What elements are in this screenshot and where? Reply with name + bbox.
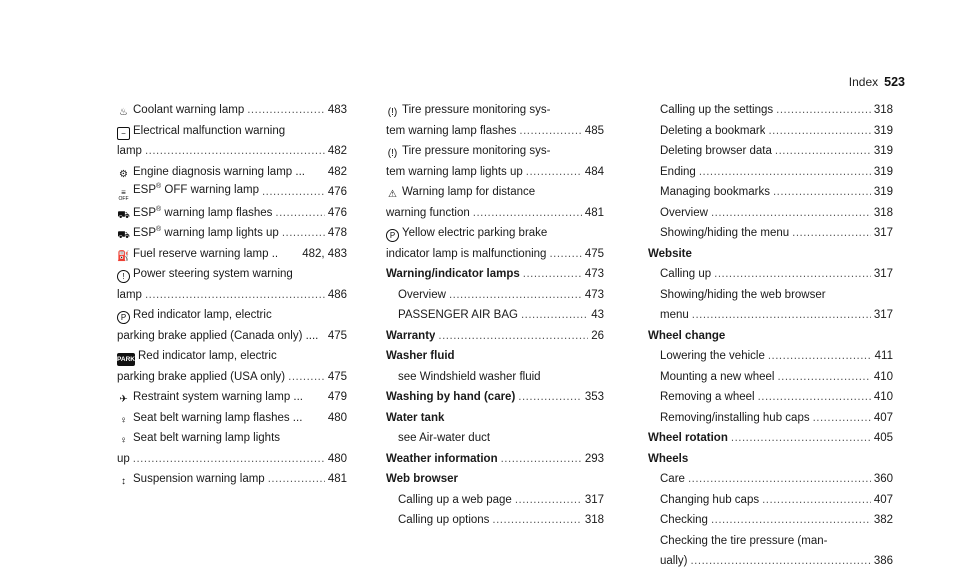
entry-label: Tire pressure monitoring sys-: [402, 145, 551, 157]
esp-off-icon: ≡ OFF: [118, 188, 129, 202]
entry-label: Electrical malfunction warning: [133, 124, 286, 137]
leader-dots: [133, 449, 325, 470]
page-number: 523: [884, 75, 905, 89]
index-entry-continued[interactable]: [117, 285, 347, 306]
index-subentry[interactable]: [648, 162, 893, 183]
index-entry-continued[interactable]: [386, 203, 604, 224]
entry-label: Suspension warning lamp: [133, 473, 265, 485]
page-ref: 317: [873, 268, 893, 280]
entry-label: PASSENGER AIR BAG: [398, 309, 518, 321]
index-subentry[interactable]: [648, 346, 893, 367]
entry-label: Care: [660, 473, 685, 485]
page-ref: 319: [873, 124, 893, 137]
registered-mark: ®: [156, 205, 162, 213]
index-heading[interactable]: [386, 264, 604, 285]
page-ref: 43: [591, 309, 604, 321]
entry-label: Ending: [660, 165, 696, 178]
index-entry-continued[interactable]: [117, 141, 347, 162]
leader-dots: [449, 285, 582, 306]
entry-label: parking brake applied (Canada only) ....: [117, 329, 319, 342]
index-entry[interactable]: [117, 264, 347, 285]
page-ref: 411: [874, 350, 893, 362]
page-ref: 407: [873, 411, 893, 424]
engine-icon: ⚙: [119, 168, 128, 180]
entry-label: Tire pressure monitoring sys-: [402, 104, 551, 116]
index-subentry[interactable]: Checking the tire pressure (man-: [660, 534, 828, 547]
page-ref: 293: [584, 452, 604, 465]
entry-label-a: ESP: [133, 206, 157, 219]
index-entry[interactable]: [386, 141, 604, 162]
page-ref: 360: [873, 473, 893, 485]
entry-label: lamp: [117, 288, 142, 301]
leader-dots: [262, 182, 325, 203]
index-subentry[interactable]: [386, 510, 604, 531]
index-entry[interactable]: [117, 223, 347, 244]
index-entry-continued[interactable]: [117, 367, 347, 388]
parking-brake-icon: P: [386, 229, 399, 242]
index-entry-continued[interactable]: [386, 244, 604, 265]
entry-label-b: warning lamp lights up: [161, 227, 279, 239]
index-subentry[interactable]: [386, 490, 604, 511]
page-ref: 479: [327, 391, 347, 403]
index-entry[interactable]: [117, 203, 347, 224]
leader-dots: [768, 346, 872, 367]
suspension-icon: ↕: [121, 476, 126, 487]
index-heading[interactable]: Wheels: [648, 452, 689, 465]
entry-label: tem warning lamp lights up: [386, 165, 523, 178]
page-ref: 353: [584, 391, 604, 403]
index-heading[interactable]: [648, 428, 893, 449]
page-ref: 410: [873, 370, 893, 383]
esp-skid-icon: ⛟: [117, 209, 130, 221]
seat-belt-icon: ♀: [119, 435, 128, 446]
index-subentry[interactable]: [648, 490, 893, 511]
heading-label: Wheel rotation: [648, 432, 728, 444]
page-ref: 473: [584, 268, 604, 280]
registered-mark: ®: [156, 226, 162, 234]
index-subentry[interactable]: [648, 203, 893, 224]
leader-dots: [523, 264, 582, 285]
index-entry-continued[interactable]: [386, 121, 604, 142]
leader-dots: [711, 203, 871, 224]
parking-brake-icon: P: [117, 311, 130, 324]
coolant-thermometer-icon: ♨: [119, 107, 128, 118]
distance-warning-icon: ⚠: [388, 189, 397, 200]
page-ref: 475: [327, 370, 347, 383]
page-ref: 319: [873, 186, 893, 198]
index-subentry[interactable]: [648, 387, 893, 408]
index-entry[interactable]: [117, 469, 347, 490]
page-ref: 481: [584, 206, 604, 219]
page-ref: 476: [327, 186, 347, 198]
leader-dots: [145, 285, 325, 306]
index-subentry-continued[interactable]: [648, 305, 893, 326]
page-ref: 476: [327, 206, 347, 219]
index-entry[interactable]: [117, 100, 347, 121]
index-subentry[interactable]: [386, 285, 604, 306]
page-ref: 475: [327, 329, 347, 342]
heading-label: Warning/indicator lamps: [386, 268, 520, 280]
leader-dots: [688, 469, 871, 490]
park-icon: PARK: [117, 353, 135, 366]
index-entry[interactable]: [117, 244, 347, 265]
leader-dots: [731, 428, 871, 449]
page-ref: 410: [873, 391, 893, 403]
leader-dots: [521, 305, 588, 326]
index-entry[interactable]: [117, 408, 347, 429]
see-reference[interactable]: see Air-water duct: [398, 432, 491, 444]
battery-icon: −: [117, 127, 130, 140]
index-heading[interactable]: Water tank: [386, 411, 445, 424]
page-ref: 473: [584, 288, 604, 301]
page-ref: 407: [873, 493, 893, 506]
page-ref: 319: [873, 165, 893, 178]
heading-label: Warranty: [386, 329, 436, 342]
entry-label: lamp: [117, 145, 142, 157]
entry-label: Removing a wheel: [660, 391, 755, 403]
index-subentry[interactable]: [648, 510, 893, 531]
entry-label: Yellow electric parking brake: [402, 227, 548, 239]
leader-dots: [813, 408, 871, 429]
index-entry[interactable]: [386, 100, 604, 121]
index-entry[interactable]: [117, 346, 347, 367]
index-column-1: [117, 100, 347, 490]
entry-label: Seat belt warning lamp lights: [133, 432, 281, 444]
index-subentry[interactable]: [648, 264, 893, 285]
page-ref: 483: [327, 104, 347, 116]
index-entry[interactable]: [386, 182, 604, 203]
see-reference[interactable]: see Windshield washer fluid: [398, 370, 541, 383]
page-ref: 405: [873, 432, 893, 444]
index-column-3: [648, 100, 893, 572]
leader-dots: [549, 244, 581, 265]
index-heading[interactable]: Washer fluid: [386, 350, 455, 362]
index-subentry[interactable]: [648, 182, 893, 203]
index-entry[interactable]: [117, 182, 347, 203]
entry-label: Engine diagnosis warning lamp ...: [133, 165, 305, 178]
leader-dots: [692, 305, 871, 326]
entry-label: Lowering the vehicle: [660, 350, 765, 362]
index-subentry[interactable]: [648, 408, 893, 429]
entry-label: Fuel reserve warning lamp ..: [133, 247, 279, 260]
entry-label: Showing/hiding the menu: [660, 227, 790, 239]
entry-label: Checking: [660, 514, 708, 526]
page-ref: 318: [584, 514, 604, 526]
leader-dots: [714, 264, 871, 285]
entry-label: indicator lamp is malfunctioning: [386, 247, 547, 260]
page-header: [849, 75, 905, 89]
page-ref: 317: [584, 493, 604, 506]
leader-dots: [515, 490, 582, 511]
index-subentry[interactable]: [386, 305, 604, 326]
index-subentry[interactable]: Showing/hiding the web browser: [660, 288, 826, 301]
index-heading[interactable]: Web browser: [386, 473, 458, 485]
entry-label-a: ESP: [133, 227, 157, 239]
leader-dots: [438, 326, 588, 347]
leader-dots: [526, 162, 582, 183]
index-subentry[interactable]: [648, 141, 893, 162]
entry-label: Coolant warning lamp: [133, 104, 245, 116]
page-ref: 484: [584, 165, 604, 178]
index-heading[interactable]: [386, 326, 604, 347]
entry-label: Changing hub caps: [660, 493, 760, 506]
index-subentry[interactable]: [648, 469, 893, 490]
entry-label: Calling up: [660, 268, 712, 280]
entry-label: Overview: [398, 288, 446, 301]
header-label: Index: [848, 75, 879, 89]
index-entry-continued[interactable]: [117, 449, 347, 470]
page-ref: 482: [327, 145, 347, 157]
page-ref: 319: [873, 145, 893, 157]
page-ref: 482: [327, 165, 347, 178]
index-column-2: [386, 100, 604, 531]
entry-label: Warning lamp for distance: [402, 186, 536, 198]
entry-label: Red indicator lamp, electric: [133, 309, 272, 321]
page-ref: 478: [327, 227, 347, 239]
page-ref: 317: [873, 227, 893, 239]
leader-dots: [501, 449, 582, 470]
entry-label: Deleting a bookmark: [660, 124, 766, 137]
leader-dots: [492, 510, 581, 531]
heading-label: Weather information: [386, 452, 498, 465]
entry-label-b: OFF warning lamp: [161, 184, 259, 196]
heading-label: Washing by hand (care): [386, 391, 516, 403]
leader-dots: [473, 203, 582, 224]
leader-dots: [762, 490, 871, 511]
leader-dots: [275, 203, 324, 224]
index-entry[interactable]: [117, 387, 347, 408]
entry-label: parking brake applied (USA only): [117, 370, 286, 383]
page-ref: 480: [327, 452, 347, 465]
entry-label: Restraint system warning lamp ...: [133, 391, 304, 403]
page-ref: 486: [327, 288, 347, 301]
page-ref: 475: [584, 247, 604, 260]
leader-dots: [768, 121, 870, 142]
entry-label: Power steering system warning: [133, 268, 293, 280]
leader-dots: [282, 223, 325, 244]
entry-label: Managing bookmarks: [660, 186, 770, 198]
index-subentry[interactable]: [648, 367, 893, 388]
page-ref: 318: [873, 206, 893, 219]
index-entry[interactable]: [386, 223, 604, 244]
index-entry-continued[interactable]: [117, 326, 347, 347]
index-entry[interactable]: [117, 121, 347, 142]
entry-label: ually): [660, 555, 688, 567]
leader-dots: [288, 367, 325, 388]
entry-label-b: warning lamp flashes: [161, 206, 273, 219]
page-ref: 382: [873, 514, 893, 526]
entry-label: up: [117, 452, 130, 465]
entry-label: Seat belt warning lamp flashes ...: [133, 411, 303, 424]
registered-mark: ®: [156, 183, 162, 191]
leader-dots: [690, 551, 870, 572]
entry-label: Deleting browser data: [660, 145, 772, 157]
entry-label: tem warning lamp flashes: [386, 124, 517, 137]
leader-dots: [776, 100, 871, 121]
index-entry[interactable]: [117, 162, 347, 183]
entry-label: Calling up the settings: [660, 104, 774, 116]
page-ref: 386: [873, 555, 893, 567]
fuel-pump-icon: ⛽: [117, 250, 130, 262]
index-subentry[interactable]: [648, 121, 893, 142]
entry-label-a: ESP: [133, 184, 157, 196]
tire-pressure-icon: (!): [387, 107, 398, 118]
index-subentry[interactable]: [648, 223, 893, 244]
index-heading[interactable]: [386, 449, 604, 470]
airbag-person-icon: ✈: [119, 394, 128, 405]
index-heading[interactable]: [386, 387, 604, 408]
seat-belt-icon: ♀: [119, 414, 128, 426]
index-heading[interactable]: Website: [648, 247, 692, 260]
leader-dots: [247, 100, 325, 121]
index-entry[interactable]: [117, 428, 347, 449]
entry-label: Overview: [660, 206, 708, 219]
entry-label: warning function: [386, 206, 470, 219]
tire-pressure-icon: (!): [387, 148, 398, 159]
entry-label: Removing/installing hub caps: [660, 411, 810, 424]
entry-label: menu: [660, 309, 689, 321]
leader-dots: [519, 121, 581, 142]
leader-dots: [699, 162, 871, 183]
leader-dots: [758, 387, 871, 408]
entry-label: Red indicator lamp, electric: [138, 350, 277, 362]
index-entry[interactable]: [117, 305, 347, 326]
entry-label: Calling up a web page: [398, 493, 512, 506]
leader-dots: [711, 510, 871, 531]
leader-dots: [775, 141, 871, 162]
page-ref: 485: [584, 124, 604, 137]
index-subentry[interactable]: [648, 100, 893, 121]
page-ref: 26: [591, 329, 604, 342]
steering-wheel-icon: !: [117, 270, 130, 283]
leader-dots: [518, 387, 582, 408]
leader-dots: [777, 367, 870, 388]
page-ref: 317: [873, 309, 893, 321]
page-ref: 480: [327, 411, 347, 424]
leader-dots: [145, 141, 325, 162]
entry-label: Mounting a new wheel: [660, 370, 775, 383]
index-entry-continued[interactable]: [386, 162, 604, 183]
leader-dots: [268, 469, 325, 490]
entry-label: Calling up options: [398, 514, 490, 526]
leader-dots: [792, 223, 871, 244]
page-ref: 481: [327, 473, 347, 485]
index-heading[interactable]: Wheel change: [648, 329, 726, 342]
index-subentry-continued[interactable]: [648, 551, 893, 572]
esp-skid-icon: ⛟: [117, 230, 130, 241]
page-ref: 482, 483: [302, 247, 347, 260]
page-ref: 318: [873, 104, 893, 116]
leader-dots: [773, 182, 871, 203]
